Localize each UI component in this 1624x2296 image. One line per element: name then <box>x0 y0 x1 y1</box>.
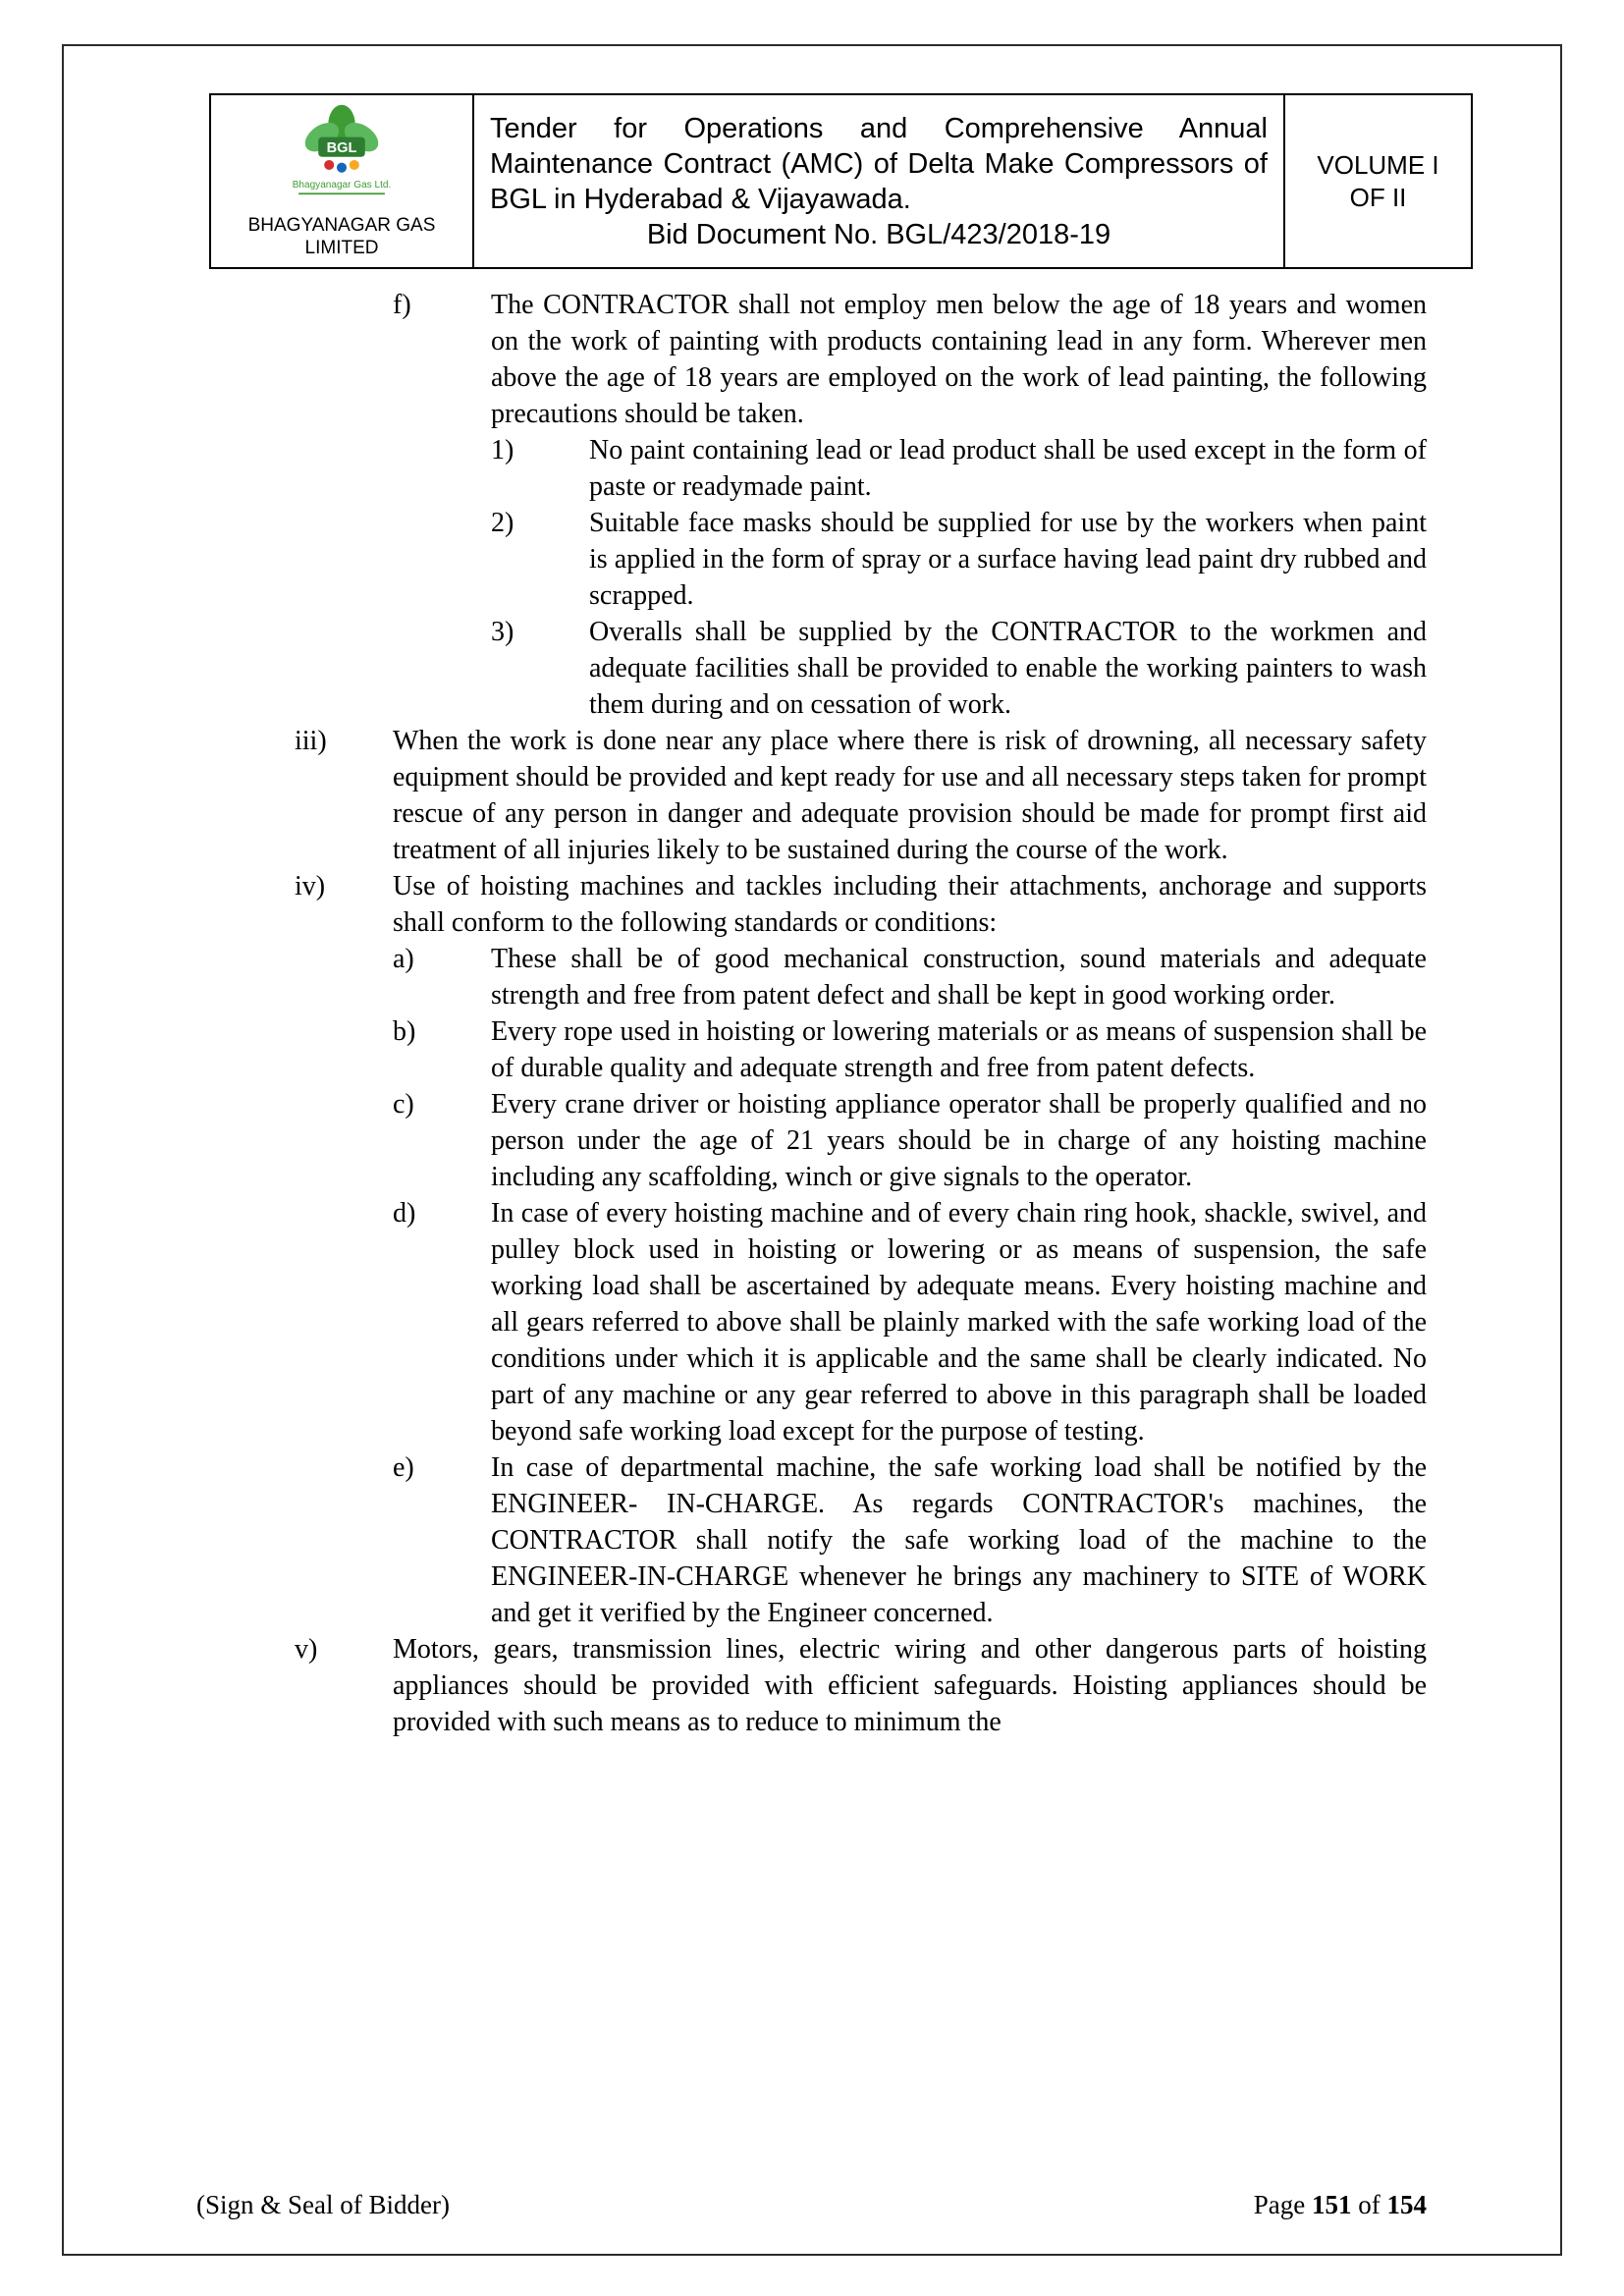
list-item-3 <box>196 614 1427 723</box>
list-marker: b) <box>393 1016 416 1047</box>
list-text: The CONTRACTOR shall not employ men below the age of 18 years and women on the work of painting with products containing lead in any form. Wherever men above the age of 18 years are employed on the work of lead painting, the following precautions should be taken. <box>491 290 1427 429</box>
volume-line-1: VOLUME I <box>1317 149 1439 180</box>
of-word: of <box>1358 2190 1380 2219</box>
tender-title: Tender for Operations and Comprehensive Annual Maintenance Contract (AMC) of Delta Make Compressors of BGL in Hyderabad & Vijayawada. <box>490 112 1268 215</box>
logo-acronym: BGL <box>326 140 357 157</box>
list-marker: iii) <box>295 726 327 756</box>
bid-document-number: Bid Document No. BGL/423/2018-19 <box>646 218 1111 250</box>
page-word: Page <box>1253 2190 1306 2219</box>
list-text: Use of hoisting machines and tackles including their attachments, anchorage and supports shall conform to the following standards or conditions: <box>393 871 1427 938</box>
page-current: 151 <box>1312 2190 1352 2219</box>
list-marker: e) <box>393 1452 414 1483</box>
list-item-e <box>196 1449 1427 1631</box>
list-marker: iv) <box>295 871 326 902</box>
list-marker: a) <box>393 944 414 974</box>
document-body <box>196 287 1427 1740</box>
list-text: These shall be of good mechanical construction, sound materials and adequate strength and free from patent defect and shall be kept in good working order. <box>491 944 1427 1011</box>
list-text: In case of every hoisting machine and of every chain ring hook, shackle, swivel, and pulley block used in hoisting or lowering or as means of suspension, the safe working load shall be ascertained by adequate means. Every hoisting machine and all gears referred to above shall be plainly marked with the safe working load of the conditions under which it is applicable and the same shall be clearly indicated. No part of any machine or any gear referred to above in this paragraph shall be loaded beyond safe working load except for the purpose of testing. <box>491 1198 1427 1447</box>
sign-seal-label: (Sign & Seal of Bidder) <box>196 2190 450 2219</box>
list-marker: 1) <box>491 435 514 465</box>
list-item-iii <box>196 723 1427 868</box>
organization-name: BHAGYANAGAR GAS LIMITED <box>247 215 436 258</box>
header-cell-logo <box>210 94 473 268</box>
list-text: No paint containing lead or lead product shall be used except in the form of paste or readymade paint. <box>589 435 1427 502</box>
list-text: Overalls shall be supplied by the CONTRACTOR to the workmen and adequate facilities shall be provided to enable the working painters to wash them during and on cessation of work. <box>589 617 1427 720</box>
header-cell-title <box>473 94 1284 268</box>
page-total: 154 <box>1386 2190 1427 2219</box>
list-text: In case of departmental machine, the safe working load shall be notified by the ENGINEER- IN-CHARGE. As regards CONTRACTOR's machines, the CONTRACTOR shall notify the safe working load of the machine to the ENGINEER-IN-CHARGE whenever he brings any machinery to SITE of WORK and get it verified by the Engineer concerned. <box>491 1452 1427 1628</box>
list-item-a <box>196 941 1427 1013</box>
list-item-b <box>196 1013 1427 1086</box>
list-item-f <box>196 287 1427 432</box>
list-marker: c) <box>393 1089 414 1120</box>
page-number <box>1254 2190 1427 2220</box>
list-item-1 <box>196 432 1427 505</box>
list-item-d <box>196 1195 1427 1449</box>
company-logo-icon <box>279 101 405 207</box>
list-text: When the work is done near any place where there is risk of drowning, all necessary safety equipment should be provided and kept ready for use and all necessary steps taken for prompt rescue of any person in danger and adequate provision should be made for prompt first aid treatment of all injuries likely to be sustained during the course of the work. <box>393 726 1427 865</box>
list-marker: f) <box>393 290 411 320</box>
header-cell-volume <box>1284 94 1472 268</box>
list-item-v <box>196 1631 1427 1740</box>
list-item-iv <box>196 868 1427 941</box>
list-text: Suitable face masks should be supplied for use by the workers when paint is applied in the form of spray or a surface having lead paint dry rubbed and scrapped. <box>589 508 1427 611</box>
volume-line-2: OF II <box>1349 182 1407 212</box>
header-table <box>209 93 1473 269</box>
logo-caption: Bhagyanagar Gas Ltd. <box>292 179 392 191</box>
list-item-2 <box>196 505 1427 614</box>
list-item-c <box>196 1086 1427 1195</box>
list-text: Every rope used in hoisting or lowering materials or as means of suspension shall be of durable quality and adequate strength and free from patent defects. <box>491 1016 1427 1083</box>
list-text: Motors, gears, transmission lines, electric wiring and other dangerous parts of hoisting appliances should be provided with efficient safeguards. Hoisting appliances should be provided with such means as to reduce to minimum the <box>393 1634 1427 1737</box>
page-footer <box>196 2190 1427 2220</box>
list-marker: 2) <box>491 508 514 538</box>
list-marker: d) <box>393 1198 416 1229</box>
list-text: Every crane driver or hoisting appliance operator shall be properly qualified and no person under the age of 21 years should be in charge of any hoisting machine including any scaffolding, winch or give signals to the operator. <box>491 1089 1427 1192</box>
list-marker: 3) <box>491 617 514 647</box>
list-marker: v) <box>295 1634 318 1665</box>
